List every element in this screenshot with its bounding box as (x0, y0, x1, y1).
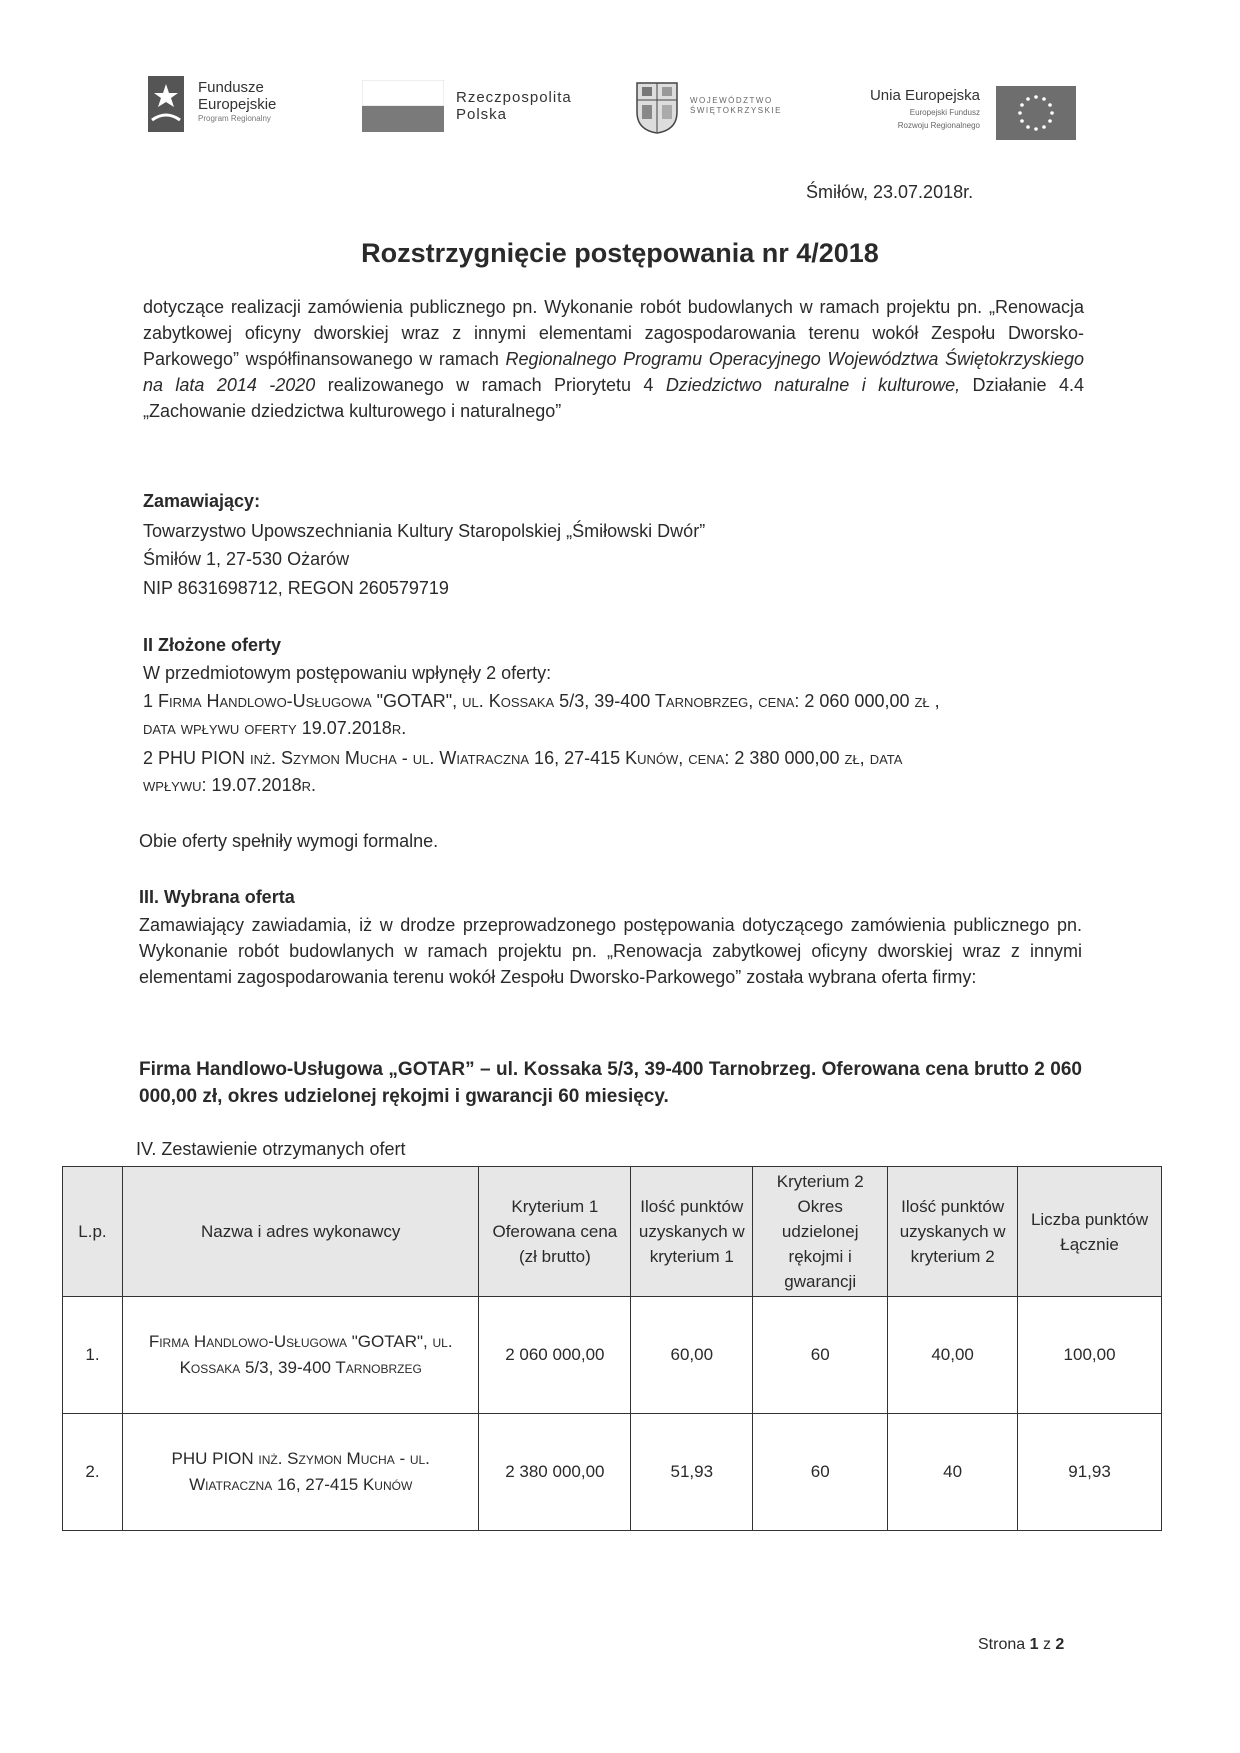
col-criterion-2: Kryterium 2 Okres udzielonej rękojmi i gwarancji (753, 1167, 888, 1297)
orderer-name: Towarzystwo Upowszechniania Kultury Staropolskiej „Śmiłowski Dwór” (143, 521, 706, 541)
footer-page-total: 2 (1055, 1636, 1065, 1653)
cell-lp: 1. (63, 1297, 123, 1414)
intro-italic-1: Regionalnego Programu Operacyjnego Województwa Świętokrzyskiego na lata 2014 -2020 (143, 349, 1085, 395)
summary-heading: IV. Zestawienie otrzymanych ofert (136, 1139, 406, 1159)
winner-statement: Firma Handlowo-Usługowa „GOTAR” – ul. Kossaka 5/3, 39-400 Tarnobrzeg. Oferowana cena brutto 2 060 000,00 zł, okres udzielonej rękojmi i gwarancji 60 miesięcy. (139, 1059, 1082, 1107)
orderer-address: Śmiłów 1, 27-530 Ożarów (143, 549, 350, 569)
cell-name: PHU PION inż. Szymon Mucha - ul. Wiatraczna 16, 27-415 Kunów (122, 1414, 478, 1531)
offer-2-line-2: wpływu: 19.07.2018r. (143, 775, 316, 795)
intro-italic-2: Dziedzictwo naturalne i kulturowe, (665, 375, 961, 395)
rp-line1: Rzeczpospolita (456, 89, 572, 106)
footer-prefix: Strona (978, 1636, 1030, 1653)
rzeczpospolita-text (456, 90, 572, 123)
fundusze-europejskie-text (198, 80, 276, 124)
cell-warranty: 60 (753, 1297, 888, 1414)
page-footer (978, 1636, 1064, 1654)
cell-points-1: 60,00 (631, 1297, 753, 1414)
table-row (63, 1297, 1162, 1414)
orderer-heading: Zamawiający: (143, 491, 261, 511)
col-total: Liczba punktów Łącznie (1018, 1167, 1162, 1297)
rp-line2: Polska (456, 105, 508, 123)
cell-name: Firma Handlowo-Usługowa "GOTAR", ul. Kossaka 5/3, 39-400 Tarnobrzeg (122, 1297, 478, 1414)
logo-band (0, 0, 1240, 160)
ue-sub2: Rozwoju Regionalnego (897, 121, 980, 131)
table-row (63, 1414, 1162, 1531)
cell-points-1: 51,93 (631, 1414, 753, 1531)
cell-warranty: 60 (753, 1414, 888, 1531)
document-title: Rozstrzygnięcie postępowania nr 4/2018 (361, 238, 879, 268)
intro-text-2: realizowanego w ramach Priorytetu 4 (315, 375, 666, 395)
offer-1-line-2: data wpływu oferty 19.07.2018r. (143, 718, 407, 738)
intro-paragraph (143, 294, 1084, 424)
fe-line2: Europejskie (198, 95, 277, 113)
cell-points-2: 40,00 (888, 1297, 1018, 1414)
chosen-paragraph: Zamawiający zawiadamia, iż w drodze przeprowadzonego postępowania dotyczącego zamówienia publicznego pn. Wykonanie robót budowlanych w ramach projektu pn. „Renowacja zabytkowej oficyny dworskiej wraz z innymi elementami zagospodarowania terenu wokół Zespołu Dworsko-Parkowego” została wybrana oferta firmy: (139, 915, 1082, 987)
col-points-1: Ilość punktów uzyskanych w kryterium 1 (631, 1167, 753, 1297)
offers-note: Obie oferty spełniły wymogi formalne. (139, 831, 439, 851)
cell-total: 100,00 (1018, 1297, 1162, 1414)
col-points-2: Ilość punktów uzyskanych w kryterium 2 (888, 1167, 1018, 1297)
intro-text-3: Działanie 4.4 „Zachowanie dziedzictwa kulturowego i naturalnego” (143, 375, 1084, 421)
cell-price: 2 380 000,00 (479, 1414, 631, 1531)
footer-mid: z (1038, 1636, 1056, 1653)
offer-1-line-1: 1 Firma Handlowo-Usługowa "GOTAR", ul. Kossaka 5/3, 39-400 Tarnobrzeg, cena: 2 060 000,00 zł , (143, 691, 940, 711)
offer-2-line-1: 2 PHU PION inż. Szymon Mucha - ul. Wiatraczna 16, 27-415 Kunów, cena: 2 380 000,00 zł, data (143, 748, 903, 768)
col-name: Nazwa i adres wykonawcy (122, 1167, 478, 1297)
fe-sub: Program Regionalny (198, 114, 271, 123)
ws-line2: ŚWIĘTOKRZYSKIE (690, 106, 782, 116)
footer-page-number: 1 (1029, 1636, 1039, 1653)
orderer-ids: NIP 8631698712, REGON 260579719 (143, 578, 449, 598)
offers-heading: II Złożone oferty (143, 635, 282, 655)
offers-lead: W przedmiotowym postępowaniu wpłynęły 2 oferty: (143, 663, 552, 683)
ws-line1: WOJEWÓDZTWO (690, 96, 773, 105)
unia-europejska-text (820, 88, 980, 132)
polish-flag-icon (362, 80, 444, 132)
table-header-row (63, 1167, 1162, 1297)
eu-flag-icon (996, 86, 1076, 140)
col-lp: L.p. (63, 1167, 123, 1297)
cell-total: 91,93 (1018, 1414, 1162, 1531)
cell-lp: 2. (63, 1414, 123, 1531)
chosen-heading: III. Wybrana oferta (139, 887, 295, 907)
fe-line1: Fundusze (198, 79, 264, 96)
swietokrzyskie-coat-of-arms-icon (636, 82, 678, 134)
col-criterion-1: Kryterium 1 Oferowana cena (zł brutto) (479, 1167, 631, 1297)
ue-title: Unia Europejska (869, 87, 980, 104)
document-date: Śmiłów, 23.07.2018r. (806, 182, 974, 202)
wojewodztwo-text (690, 96, 782, 117)
offers-summary-table (62, 1166, 1162, 1531)
ue-sub1: Europejski Fundusz (909, 107, 980, 117)
cell-price: 2 060 000,00 (479, 1297, 631, 1414)
intro-text-1: dotyczące realizacji zamówienia publicznego pn. Wykonanie robót budowlanych w ramach projektu pn. „Renowacja zabytkowej oficyny dworskiej wraz z innymi elementami zagospodarowania terenu wokół Zespołu Dworsko-Parkowego” współfinansowanego w ramach (143, 297, 1084, 369)
cell-points-2: 40 (888, 1414, 1018, 1531)
fundusze-europejskie-logo-icon (148, 76, 184, 132)
